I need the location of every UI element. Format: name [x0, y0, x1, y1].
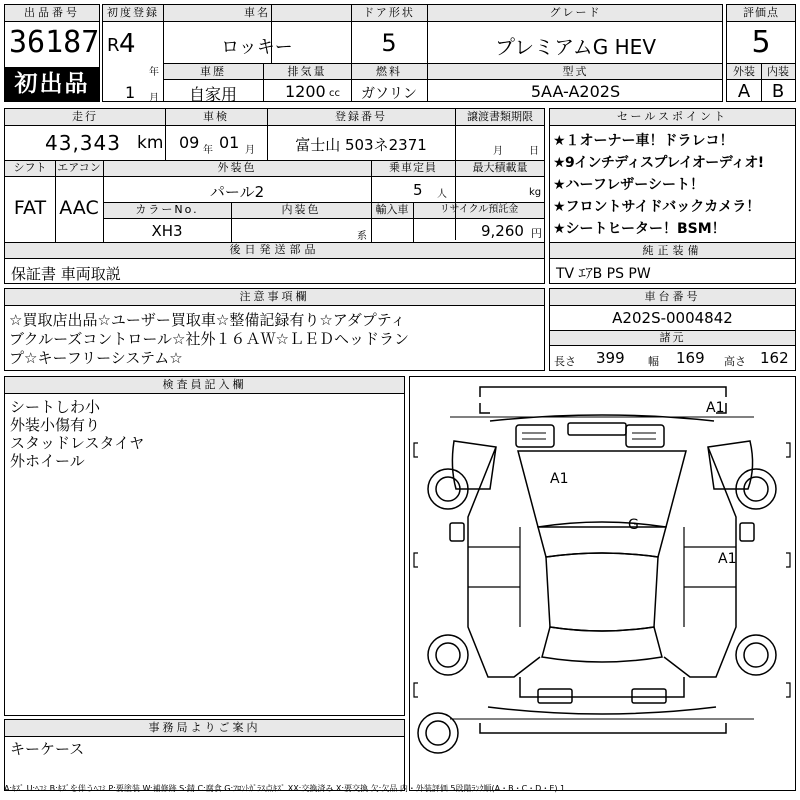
lot-label: 出品番号	[5, 5, 99, 22]
interior-color-label: 内装色	[281, 203, 321, 216]
recycle-value: 9,260	[481, 222, 524, 240]
car-diagram	[409, 376, 796, 791]
capacity-label: 乗車定員	[389, 161, 437, 174]
mileage-value: 43,343	[45, 131, 121, 155]
width-label: 幅	[648, 355, 659, 368]
equipment-label: 純正装備	[642, 244, 703, 257]
specs-label: 諸元	[659, 331, 686, 344]
aircon-label: エアコン	[57, 161, 101, 174]
score-value: 5	[751, 25, 771, 60]
office-box	[4, 719, 405, 791]
history-value: 自家用	[188, 85, 237, 104]
sales-points-label: セールスポイント	[550, 109, 795, 126]
model-value: 5AA-A202S	[530, 82, 621, 101]
door-value: 5	[381, 29, 397, 57]
chassis-box	[549, 288, 796, 371]
import-label: 輸入車	[375, 203, 409, 216]
exterior-color-label: 外装色	[217, 161, 257, 174]
notes-line-3: プ☆キーフリーシステム☆	[9, 349, 183, 367]
width-value: 169	[676, 349, 705, 367]
mark-hood: A1	[550, 471, 569, 487]
first-reg-year: 4	[119, 29, 136, 59]
lot-box	[4, 4, 100, 102]
fuel-label: 燃料	[376, 65, 402, 78]
inspector-box	[4, 376, 405, 716]
inspection-month-unit: 月	[245, 145, 255, 156]
score-box	[726, 4, 796, 102]
int-label: 内装	[767, 65, 789, 78]
office-label: 事務局よりご案内	[5, 720, 404, 737]
fuel-value: ガソリン	[361, 86, 417, 102]
notes-line-2: ブクルーズコントロール☆社外１６ＡＷ☆ＬＥＤヘッドラン	[9, 330, 409, 348]
first-reg-label: 初度登録	[107, 6, 159, 19]
inspection-month: 01	[219, 133, 240, 152]
inspection-year-unit: 年	[203, 145, 213, 156]
first-reg-month-unit: 月	[149, 93, 159, 104]
sales-point-3: ★ハーフレザーシート！	[553, 177, 705, 193]
inspection-label: 車検	[203, 110, 229, 123]
header-row1	[102, 4, 723, 102]
mark-right-side: A1	[718, 551, 737, 567]
chassis-value: A202S-0004842	[612, 309, 733, 327]
legend: A:ｷｽﾞ U:ﾍｺﾐ B:ｷｽﾞを伴うﾍｺﾐ P:要塗装 W:補修跡 S:錆 C:腐食 G:ﾌﾛﾝﾄｶﾞﾗｽ点ｷｽﾞ XX:交換済み X:要交換 欠:欠品 内・外装評価 5段階ﾗﾝｸ順(A・B・C・D・E) 1	[4, 784, 566, 793]
inspector-line-4: 外ホイール	[10, 452, 85, 470]
first-reg-era: R	[107, 35, 120, 56]
equipment-value: TV ｴｱB PS PW	[556, 266, 651, 282]
first-listing-badge: 初出品	[5, 67, 99, 101]
transfer-label: 譲渡書類期限	[467, 110, 533, 123]
inspector-label: 検査員記入欄	[5, 377, 404, 394]
sales-point-4: ★フロントサイドバックカメラ！	[553, 199, 761, 215]
office-value: キーケース	[10, 740, 85, 758]
shift-label: シフト	[13, 161, 47, 174]
color-no-value: XH3	[151, 222, 183, 240]
vehicle-details	[4, 108, 545, 284]
sales-point-2: ★9インチディスプレイオーディオ!	[553, 155, 764, 171]
first-reg-year-unit: 年	[149, 67, 159, 78]
notes-box	[4, 288, 545, 371]
max-load-unit: kg	[529, 187, 542, 198]
transfer-day-unit: 日	[529, 146, 539, 157]
length-label: 長さ	[554, 355, 576, 368]
height-label: 高さ	[724, 355, 746, 368]
car-name-value: ロッキー	[221, 37, 293, 58]
displacement-unit: cc	[329, 88, 340, 99]
notes-line-1: ☆買取店出品☆ユーザー買取車☆整備記録有り☆アダプティ	[9, 311, 406, 329]
exterior-color-value: パール2	[209, 183, 265, 201]
inspector-line-1: シートしわ小	[10, 398, 101, 416]
sales-point-5: ★シートヒーター！BSM！	[553, 221, 726, 237]
score-label: 評価点	[727, 5, 795, 22]
mileage-unit: km	[137, 133, 164, 153]
model-label: 型式	[562, 65, 589, 78]
transfer-month-unit: 月	[493, 146, 503, 157]
history-label: 車歴	[200, 65, 226, 78]
inspector-line-2: 外装小傷有り	[10, 416, 101, 434]
displacement-label: 排気量	[287, 65, 327, 78]
later-parts-value: 保証書 車両取説	[11, 265, 121, 283]
chassis-label: 車台番号	[550, 289, 795, 306]
mark-roof-front: A1	[706, 400, 725, 416]
grade-value: プレミアムG HEV	[494, 35, 656, 59]
grade-label: グレード	[549, 6, 602, 19]
length-value: 399	[596, 349, 625, 367]
color-no-label: カラーNo.	[135, 203, 199, 216]
inspection-year: 09	[179, 133, 200, 152]
lot-number: 36187	[9, 25, 100, 60]
aircon-value: AAC	[59, 197, 99, 219]
sales-points-box	[549, 108, 796, 284]
max-load-label: 最大積載量	[472, 161, 528, 174]
later-parts-label: 後日発送部品	[229, 243, 320, 256]
car-outline-diagram	[410, 377, 795, 790]
capacity-unit: 人	[437, 189, 447, 200]
mark-windshield: G	[628, 517, 639, 533]
recycle-label: リサイクル預託金	[439, 204, 519, 215]
first-reg-month: 1	[125, 83, 136, 102]
int-value: B	[771, 81, 785, 102]
shift-value: FAT	[13, 197, 47, 219]
ext-value: A	[737, 81, 751, 102]
door-label: ドア形状	[363, 6, 415, 19]
plate-label: 登録番号	[335, 110, 387, 123]
car-name-label: 車名	[244, 6, 270, 19]
displacement-value: 1200	[285, 82, 326, 101]
plate-value: 富士山 503ネ2371	[295, 136, 427, 154]
height-value: 162	[760, 349, 789, 367]
ext-label: 外装	[733, 65, 755, 78]
inspector-line-3: スタッドレスタイヤ	[10, 434, 145, 452]
capacity-value: 5	[413, 181, 423, 199]
sales-point-1: ★１オーナー車！ドラレコ！	[553, 133, 734, 149]
mileage-label: 走行	[72, 110, 98, 123]
notes-label: 注意事項欄	[5, 289, 544, 306]
recycle-unit: 円	[531, 227, 542, 240]
interior-color-unit: 系	[357, 231, 367, 242]
